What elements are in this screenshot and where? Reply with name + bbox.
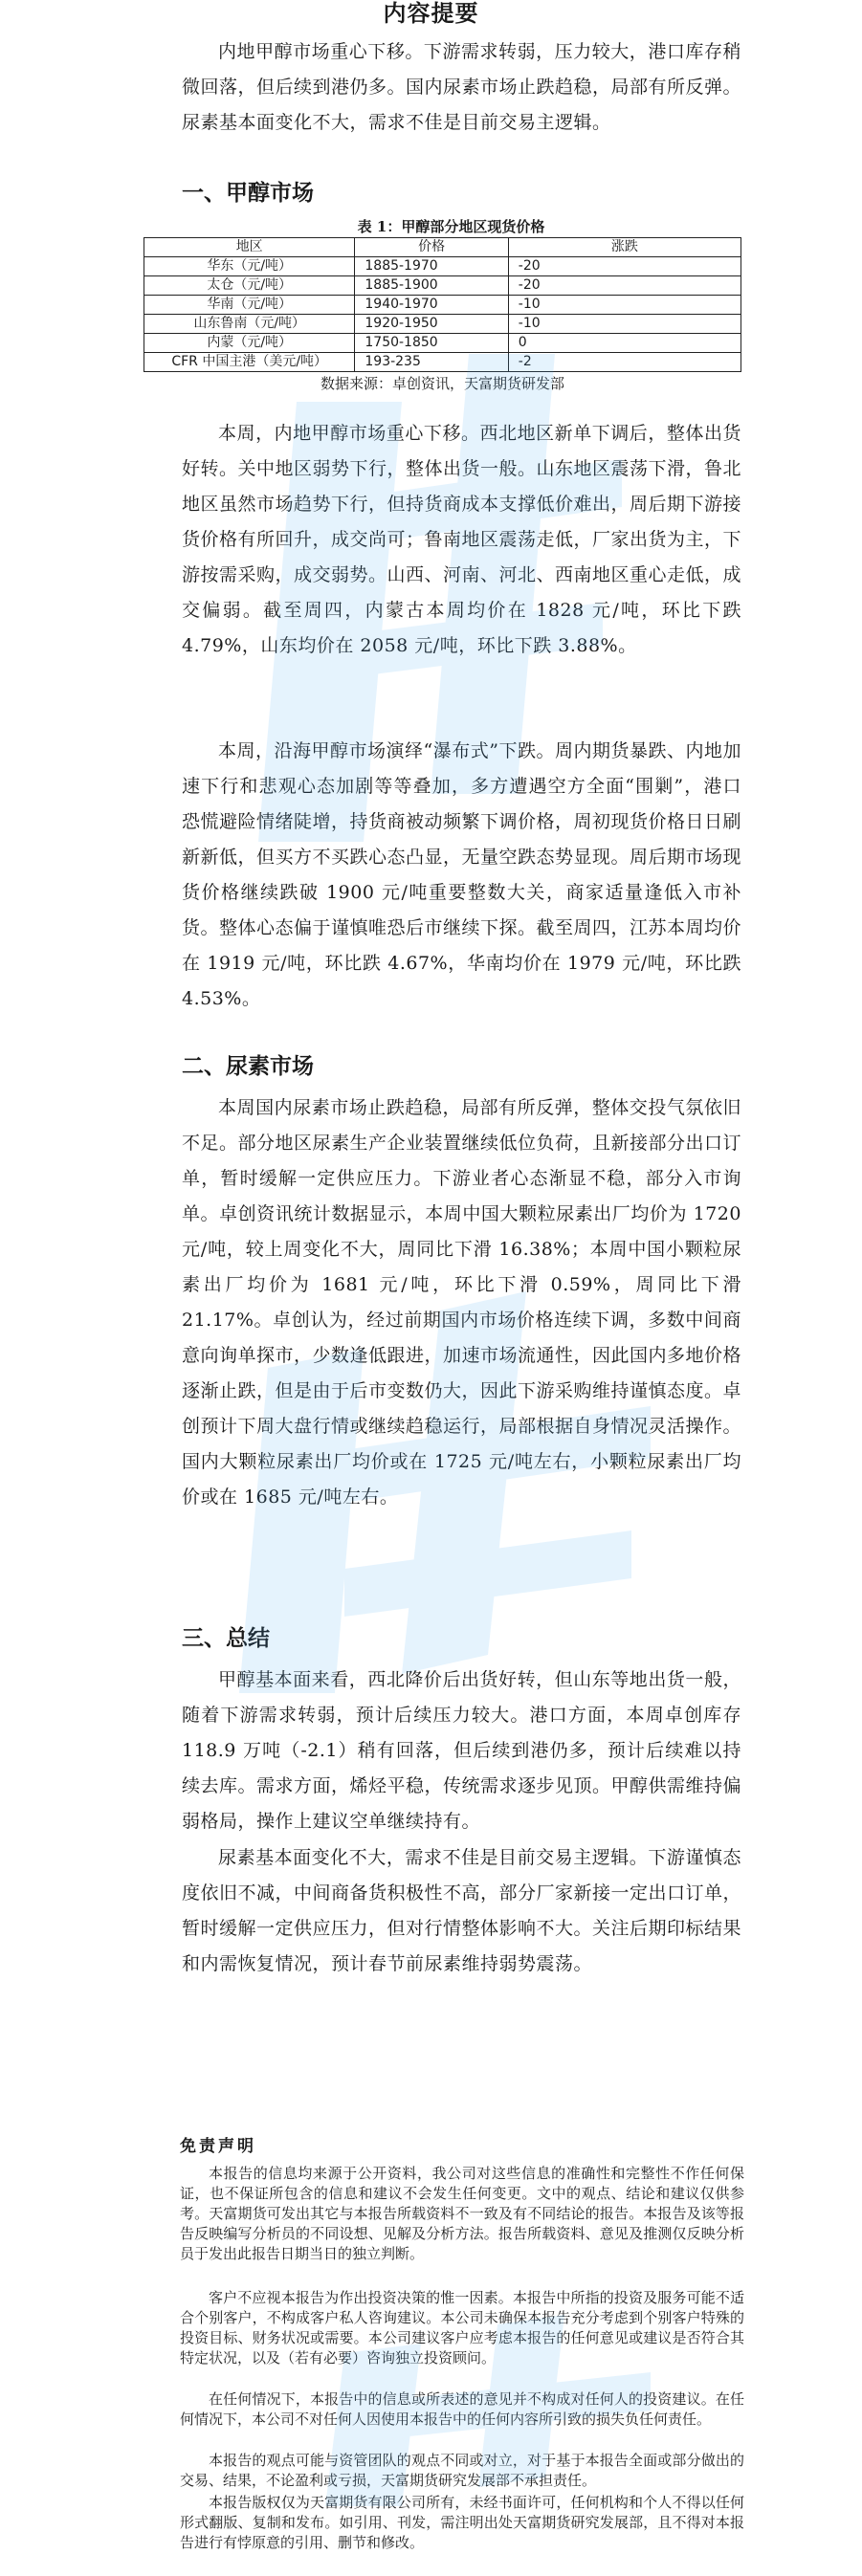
section-heading-urea: 二、尿素市场 bbox=[182, 1054, 314, 1079]
table-cell-region: 太仓（元/吨） bbox=[144, 276, 355, 296]
table-header-change: 涨跌 bbox=[508, 238, 740, 257]
table-cell-region: CFR 中国主港（美元/吨） bbox=[144, 353, 355, 372]
disclaimer-title: 免责声明 bbox=[180, 2137, 256, 2156]
table-cell-change: -10 bbox=[508, 315, 740, 334]
table-caption: 表 1：甲醇部分地区现货价格 bbox=[357, 218, 545, 235]
summary-methanol-paragraph: 甲醇基本面来看，西北降价后出货好转，但山东等地出货一般，随着下游需求转弱，预计后续压力较大。港口方面，本周卓创库存 118.9 万吨（-2.1）稍有回落，但后续到港仍多，预计后续难以持续去库。需求方面，烯烃平稳，传统需求逐步见顶。甲醇供需维持偏弱格局，操作上建议空单继续持有。 bbox=[182, 1669, 742, 1832]
table-cell-change: 0 bbox=[508, 334, 740, 353]
table-cell-price: 1750-1850 bbox=[355, 334, 508, 353]
disclaimer-paragraph: 客户不应视本报告为作出投资决策的惟一因素。本报告中所指的投资及服务可能不适合个别客户，不构成客户私人咨询建议。本公司未确保本报告充分考虑到个别客户特殊的投资目标、财务状况或需要。本公司建议客户应考虑本报告的任何意见或建议是否符合其特定状况，以及（若有必要）咨询独立投资顾问。 bbox=[180, 2289, 744, 2367]
disclaimer-paragraph: 本报告的观点可能与资管团队的观点不同或对立，对于基于本报告全面或部分做出的交易、结果，不论盈利或亏损，天富期货研究发展部不承担责任。 bbox=[180, 2452, 744, 2489]
summary-urea-paragraph: 尿素基本面变化不大，需求不佳是目前交易主逻辑。下游谨慎态度依旧不减，中间商备货积极性不高，部分厂家新接一定出口订单，暂时缓解一定供应压力，但对行情整体影响不大。关注后期印标结果和内需恢复情况，预计春节前尿素维持弱势震荡。 bbox=[182, 1847, 742, 1974]
urea-paragraph: 本周国内尿素市场止跌趋稳，局部有所反弹，整体交投气氛依旧不足。部分地区尿素生产企业装置继续低位负荷，且新接部分出口订单，暂时缓解一定供应压力。下游业者心态渐显不稳，部分入市询单。卓创资讯统计数据显示，本周中国大颗粒尿素出厂均价为 1720 元/吨，较上周变化不大，周同比下滑 16.38%；本周中国小颗粒尿素出厂均价为 1681 元/吨，环比下滑 0.59%，周同比下滑 21.17%。卓创认为，经过前期国内市场价格连续下调，多数中间商意向询单探市，少数逢低跟进，加速市场流通性，因此国内多地价格逐渐止跌，但是由于后市变数仍大，因此下游采购维持谨慎态度。卓创预计下周大盘行情或继续趋稳运行，局部根据自身情况灵活操作。国内大颗粒尿素出厂均价或在 1725 元/吨左右，小颗粒尿素出厂均价或在 1685 元/吨左右。 bbox=[182, 1097, 742, 1508]
table-row bbox=[144, 276, 741, 296]
table-cell-change: -10 bbox=[508, 296, 740, 315]
table-cell-change: -20 bbox=[508, 257, 740, 276]
table-source-note: 数据来源：卓创资讯，天富期货研发部 bbox=[320, 375, 564, 392]
page-title: 内容提要 bbox=[383, 0, 479, 27]
table-cell-price: 1940-1970 bbox=[355, 296, 508, 315]
section-heading-methanol: 一、甲醇市场 bbox=[182, 181, 314, 206]
disclaimer-paragraph: 本报告版权仅为天富期货有限公司所有，未经书面许可，任何机构和个人不得以任何形式翻版、复制和发布。如引用、刊发，需注明出处天富期货研究发展部，且不得对本报告进行有悖原意的引用、删节和修改。 bbox=[180, 2494, 744, 2551]
table-cell-price: 1920-1950 bbox=[355, 315, 508, 334]
table-row bbox=[144, 296, 741, 315]
table-cell-change: -20 bbox=[508, 276, 740, 296]
table-cell-price: 1885-1970 bbox=[355, 257, 508, 276]
table-cell-region: 华东（元/吨） bbox=[144, 257, 355, 276]
summary-paragraph: 内地甲醇市场重心下移。下游需求转弱，压力较大，港口库存稍微回落，但后续到港仍多。国内尿素市场止跌趋稳，局部有所反弹。尿素基本面变化不大，需求不佳是目前交易主逻辑。 bbox=[182, 41, 742, 133]
table-cell-region: 内蒙（元/吨） bbox=[144, 334, 355, 353]
table-header-row bbox=[144, 238, 741, 257]
methanol-price-table-block bbox=[144, 216, 741, 394]
table-cell-region: 华南（元/吨） bbox=[144, 296, 355, 315]
table-row bbox=[144, 353, 741, 372]
methanol-price-table bbox=[144, 237, 741, 372]
table-header-price: 价格 bbox=[355, 238, 508, 257]
table-cell-price: 193-235 bbox=[355, 353, 508, 372]
disclaimer-paragraph: 在任何情况下，本报告中的信息或所表述的意见并不构成对任何人的投资建议。在任何情况下，本公司不对任何人因使用本报告中的任何内容所引致的损失负任何责任。 bbox=[180, 2390, 744, 2428]
disclaimer-paragraph: 本报告的信息均来源于公开资料，我公司对这些信息的准确性和完整性不作任何保证，也不保证所包含的信息和建议不会发生任何变更。文中的观点、结论和建议仅供参考。天富期货可发出其它与本报告所载资料不一致及有不同结论的报告。本报告及该等报告反映编写分析员的不同设想、见解及分析方法。报告所载资料、意见及推测仅反映分析员于发出此报告日期当日的独立判断。 bbox=[180, 2165, 744, 2262]
section-heading-summary: 三、总结 bbox=[182, 1626, 270, 1651]
table-row bbox=[144, 257, 741, 276]
table-cell-region: 山东鲁南（元/吨） bbox=[144, 315, 355, 334]
table-row bbox=[144, 315, 741, 334]
table-cell-price: 1885-1900 bbox=[355, 276, 508, 296]
table-row bbox=[144, 334, 741, 353]
table-header-region: 地区 bbox=[144, 238, 355, 257]
methanol-inland-paragraph: 本周，内地甲醇市场重心下移。西北地区新单下调后，整体出货好转。关中地区弱势下行，整体出货一般。山东地区震荡下滑，鲁北地区虽然市场趋势下行，但持货商成本支撑低价难出，周后期下游接货价格有所回升，成交尚可；鲁南地区震荡走低，厂家出货为主，下游按需采购，成交弱势。山西、河南、河北、西南地区重心走低，成交偏弱。截至周四，内蒙古本周均价在 1828 元/吨，环比下跌 4.79%，山东均价在 2058 元/吨，环比下跌 3.88%。 bbox=[182, 423, 742, 656]
table-cell-change: -2 bbox=[508, 353, 740, 372]
methanol-coastal-paragraph: 本周，沿海甲醇市场演绎“瀑布式”下跌。周内期货暴跌、内地加速下行和悲观心态加剧等等叠加，多方遭遇空方全面“围剿”，港口恐慌避险情绪陡增，持货商被动频繁下调价格，周初现货价格日日刷新新低，但买方不买跌心态凸显，无量空跌态势显现。周后期市场现货价格继续跌破 1900 元/吨重要整数大关，商家适量逢低入市补货。整体心态偏于谨慎唯恐后市继续下探。截至周四，江苏本周均价在 1919 元/吨，环比跌 4.67%，华南均价在 1979 元/吨，环比跌 4.53%。 bbox=[182, 740, 742, 1009]
